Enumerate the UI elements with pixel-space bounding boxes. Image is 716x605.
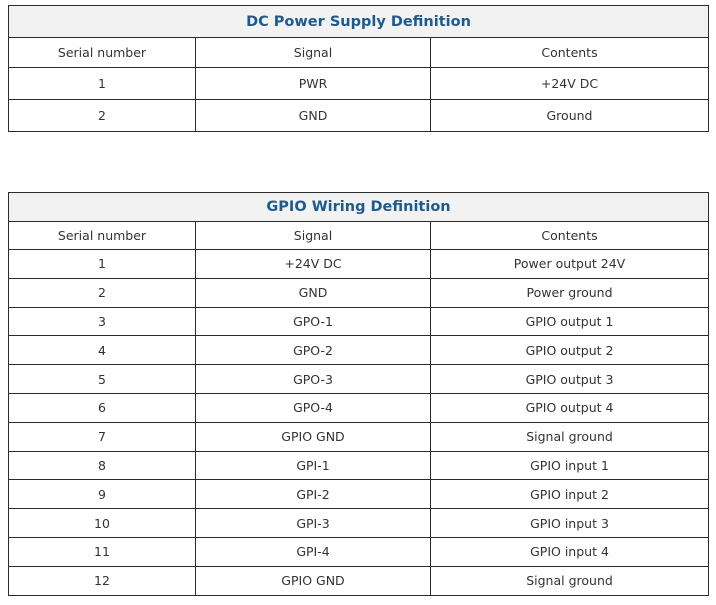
cell-serial-number: 3 — [9, 307, 196, 336]
cell-signal: GPIO GND — [196, 566, 431, 595]
cell-contents: GPIO output 2 — [431, 336, 709, 365]
table-row — [9, 68, 709, 100]
cell-contents: Signal ground — [431, 566, 709, 595]
table-row — [9, 566, 709, 595]
table-row — [9, 451, 709, 480]
dc-power-supply-title: DC Power Supply Definition — [9, 6, 709, 38]
cell-signal: GND — [196, 278, 431, 307]
dc-power-supply-table — [8, 5, 709, 132]
cell-contents: GPIO input 4 — [431, 537, 709, 566]
cell-signal: GPI-4 — [196, 537, 431, 566]
cell-signal: GND — [196, 100, 431, 132]
column-header-contents: Contents — [431, 38, 709, 68]
cell-serial-number: 6 — [9, 393, 196, 422]
column-header-serial-number: Serial number — [9, 38, 196, 68]
table-row — [9, 422, 709, 451]
table-row — [9, 278, 709, 307]
cell-contents: GPIO input 1 — [431, 451, 709, 480]
cell-signal: PWR — [196, 68, 431, 100]
cell-serial-number: 7 — [9, 422, 196, 451]
column-header-signal: Signal — [196, 222, 431, 250]
table-row — [9, 393, 709, 422]
cell-signal: GPIO GND — [196, 422, 431, 451]
cell-signal: +24V DC — [196, 250, 431, 279]
column-header-signal: Signal — [196, 38, 431, 68]
cell-serial-number: 2 — [9, 278, 196, 307]
cell-contents: GPIO input 2 — [431, 480, 709, 509]
column-header-row — [9, 38, 709, 68]
cell-signal: GPO-3 — [196, 365, 431, 394]
cell-signal: GPI-3 — [196, 509, 431, 538]
table-row — [9, 480, 709, 509]
column-header-contents: Contents — [431, 222, 709, 250]
cell-contents: +24V DC — [431, 68, 709, 100]
cell-contents: Power ground — [431, 278, 709, 307]
cell-serial-number: 5 — [9, 365, 196, 394]
cell-signal: GPI-1 — [196, 451, 431, 480]
cell-contents: Ground — [431, 100, 709, 132]
cell-signal: GPO-1 — [196, 307, 431, 336]
cell-serial-number: 1 — [9, 68, 196, 100]
cell-serial-number: 8 — [9, 451, 196, 480]
cell-contents: GPIO output 3 — [431, 365, 709, 394]
cell-signal: GPO-4 — [196, 393, 431, 422]
cell-serial-number: 1 — [9, 250, 196, 279]
cell-serial-number: 4 — [9, 336, 196, 365]
cell-serial-number: 12 — [9, 566, 196, 595]
cell-serial-number: 2 — [9, 100, 196, 132]
cell-contents: Signal ground — [431, 422, 709, 451]
gpio-wiring-title: GPIO Wiring Definition — [9, 193, 709, 222]
gpio-wiring-table — [8, 192, 709, 596]
cell-contents: GPIO output 4 — [431, 393, 709, 422]
cell-serial-number: 9 — [9, 480, 196, 509]
column-header-row — [9, 222, 709, 250]
cell-serial-number: 10 — [9, 509, 196, 538]
cell-serial-number: 11 — [9, 537, 196, 566]
cell-contents: GPIO input 3 — [431, 509, 709, 538]
cell-contents: Power output 24V — [431, 250, 709, 279]
cell-signal: GPO-2 — [196, 336, 431, 365]
column-header-serial-number: Serial number — [9, 222, 196, 250]
table-row — [9, 336, 709, 365]
table-row — [9, 509, 709, 538]
table-row — [9, 537, 709, 566]
table-row — [9, 100, 709, 132]
table-row — [9, 365, 709, 394]
cell-signal: GPI-2 — [196, 480, 431, 509]
table-row — [9, 250, 709, 279]
cell-contents: GPIO output 1 — [431, 307, 709, 336]
table-row — [9, 307, 709, 336]
